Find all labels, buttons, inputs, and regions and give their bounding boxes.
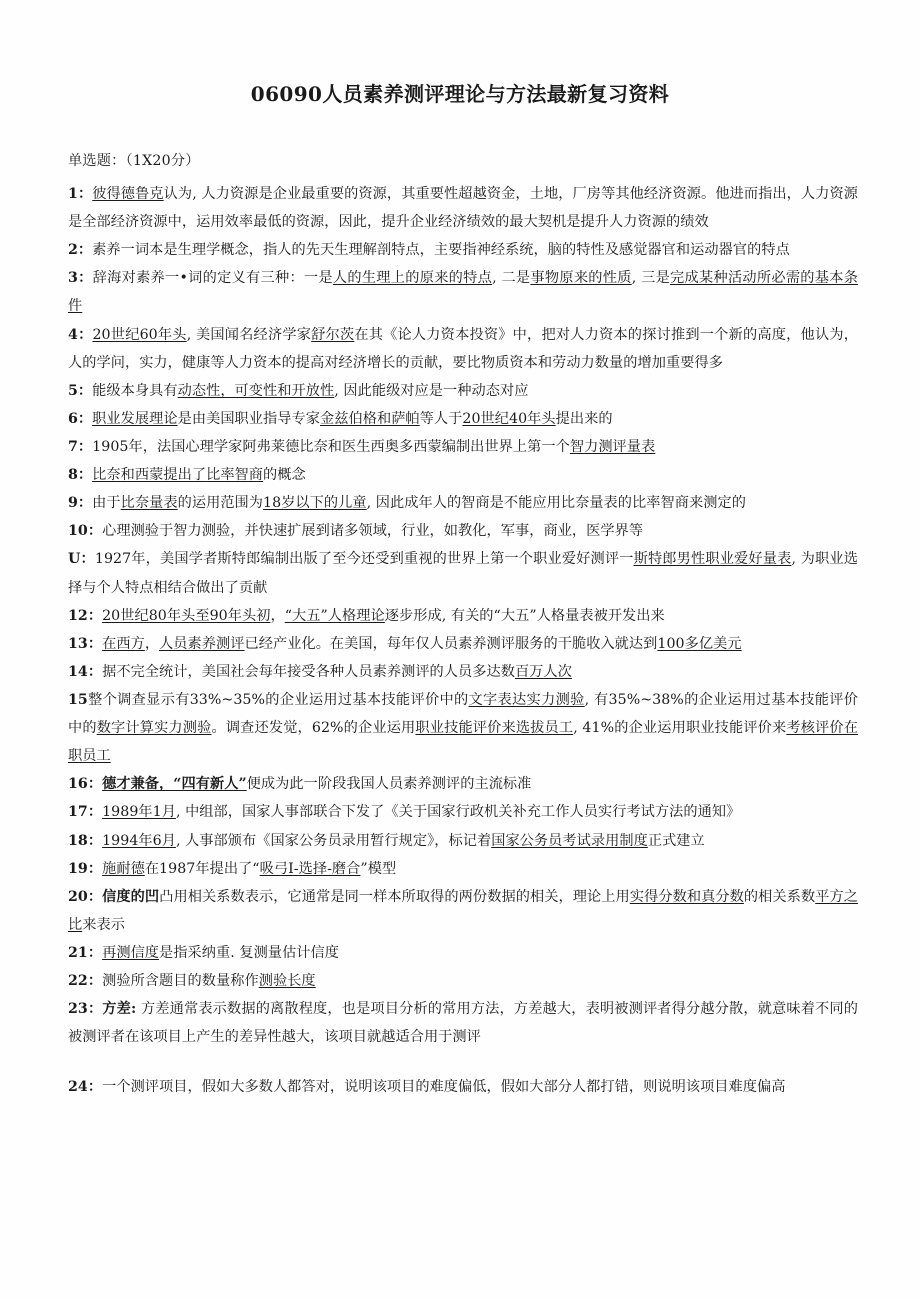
question-text-segment: 比率智商 <box>206 467 264 484</box>
question-text-segment: 在1987年提出了“ <box>144 860 260 877</box>
question-item <box>68 883 858 939</box>
question-number: U： <box>68 551 95 568</box>
question-text-segment: 能级本身具有 <box>92 382 178 399</box>
question-item <box>68 939 858 967</box>
question-number: 2： <box>68 242 93 259</box>
question-number: 16： <box>68 776 103 793</box>
question-text-segment: 1994年6月 <box>102 832 176 849</box>
question-item <box>68 602 858 630</box>
question-text-segment: 测验长度 <box>258 973 316 990</box>
section-heading: 单选题：（1X20分） <box>68 153 200 169</box>
question-number: 9： <box>68 495 93 512</box>
question-number: 23： <box>68 1001 103 1018</box>
question-number: 6： <box>68 410 93 427</box>
question-number: 14： <box>68 663 103 680</box>
question-text-segment: 一个测评项目，假如大多数人都答对，说明该项目的难度偏低，假如大部分人都打错，则说明该项目难度偏高 <box>102 1079 786 1096</box>
question-text-segment: 测验所含题目的数量称作 <box>102 973 259 990</box>
question-text-segment: 1927年，美国学者斯特郎编制出版了至今还受到重视的世界上第一个职业爱好测评一 <box>94 551 634 568</box>
question-text-segment: 考核评价在职员工 <box>68 720 858 765</box>
question-text-segment: 正式建立 <box>647 832 705 849</box>
question-text-segment: 的运用范围为 <box>177 495 264 512</box>
question-item <box>68 517 858 545</box>
question-text-segment: , 美国闻名经济学家 <box>186 326 312 343</box>
question-text-segment: 职业发展理论 <box>92 410 178 427</box>
question-item <box>68 180 858 236</box>
question-text-segment: 是指采纳重. 复测量估计信度 <box>159 944 340 961</box>
question-text-segment: 动态性，可变性和开放性 <box>177 382 335 399</box>
question-item <box>68 236 858 264</box>
question-text-segment: 便成为此一阶段我国人员素养测评的主流标准 <box>246 776 532 793</box>
question-text-segment: 彼得德鲁克 <box>92 186 164 202</box>
question-number: 12： <box>68 607 103 624</box>
question-number: 10： <box>68 523 103 540</box>
question-text-segment: 再测信度 <box>102 944 160 961</box>
question-item <box>68 405 858 433</box>
question-text-segment: 在其《论人力资本投资》中，把对人力资本的探讨推到一个新的高度，他认为，人的学问，实力，健康等人力资本的提高对经济增长的贡献，要比物质资本和劳动力数量的增加重要得多 <box>68 326 858 371</box>
question-text-segment: 平方之比 <box>68 888 858 933</box>
question-text-segment: 已经产业化。在美国，每年仅人员素养测评服务的干脆收入就达到 <box>244 635 658 652</box>
question-item <box>68 630 858 658</box>
question-text-segment: 。调查还发觉，62%的企业运用 <box>211 720 416 737</box>
question-item <box>68 686 858 770</box>
question-number: 21： <box>68 944 103 961</box>
question-text-segment: 20世纪40年头 <box>462 410 556 427</box>
question-text-segment: 提出来的 <box>555 410 613 427</box>
question-text-segment: 整个调查显示有33%~35%的企业运用过基本技能评价中的 <box>87 691 469 708</box>
question-number: 24： <box>68 1079 103 1096</box>
question-number: 5： <box>68 382 93 399</box>
question-text-segment: 信度的凹 <box>102 888 160 905</box>
question-text-segment: 施耐德 <box>102 860 145 877</box>
question-number: 7： <box>68 438 93 455</box>
question-text-segment: 比奈量表 <box>120 495 178 512</box>
question-text-segment: 的概念 <box>263 467 306 484</box>
document-body <box>0 150 920 1102</box>
question-text-segment: 金兹伯格和萨帕 <box>320 410 420 427</box>
question-text-segment: , 二是 <box>492 270 531 287</box>
question-number: 3： <box>68 270 93 287</box>
question-list <box>68 180 858 1102</box>
question-number: 8： <box>68 467 93 484</box>
question-text-segment: 是由美国职业指导专家 <box>177 410 320 427</box>
question-text-segment: 方差通常表示数据的离散程度，也是项目分析的常用方法，方差越大，表明被测评者得分越分散，就意味着不同的被测评者在该项目上产生的差异性越大，该项目就越适合用于测评 <box>68 1001 858 1046</box>
question-item <box>68 855 858 883</box>
question-text-segment: 凸用相关系数表示，它通常是同一样本所取得的两份数据的相关，理论上用 <box>159 888 630 905</box>
question-item <box>68 545 858 601</box>
question-text-segment: 数字计算实力测验 <box>96 720 212 737</box>
question-number: 17： <box>68 804 103 821</box>
question-text-segment: ， <box>270 607 285 624</box>
question-text-segment: , 因此能级对应是一种动态对应 <box>334 382 529 399</box>
question-text-segment: 据不完全统计，美国社会每年接受各种人员素养测评的人员多达数 <box>102 663 515 680</box>
question-text-segment: , 中组部，国家人事部联合下发了《关于国家行政机关补充工作人员实行考试方法的通知》 <box>175 804 741 821</box>
question-text-segment: 人员素养测评 <box>159 635 245 652</box>
question-number: 20： <box>68 888 103 905</box>
question-text-segment: 事物原来的性质 <box>530 270 632 287</box>
question-text-segment: 德才兼备，“四有新人” <box>102 776 247 793</box>
question-number: 22： <box>68 973 103 990</box>
question-number: 1： <box>68 186 93 202</box>
question-text-segment: , 41%的企业运用职业技能评价来 <box>573 720 787 737</box>
question-text-segment: 比奈和西蒙提出了 <box>92 467 207 484</box>
question-text-segment: 斯特郎男性职业爱好量表 <box>633 551 792 568</box>
question-item <box>68 264 858 320</box>
question-item <box>68 321 858 377</box>
question-number: 19： <box>68 860 103 877</box>
question-text-segment: , 人事部颁布《国家公务员录用暂行规定》，标记着 <box>175 832 492 849</box>
question-text-segment: 认为, 人力资源是企业最重要的资源，其重要性超越资金，土地，厂房等其他经济资源。他进而指出，人力资源是全部经济资源中，运用效率最低的资源，因此，提升企业经济绩效的最大契机是提升人力资源的绩效 <box>68 186 858 231</box>
question-item <box>68 658 858 686</box>
question-text-segment: 方差: <box>102 1001 137 1018</box>
question-text-segment: 文字表达实力测验 <box>468 691 585 708</box>
question-text-segment: 素养一词本是生理学概念，指人的先天生理解剖特点，主要指神经系统，脑的特性及感觉器官和运动器官的特点 <box>92 242 790 259</box>
question-text-segment: 人的生理上的原来的特点 <box>332 270 493 287</box>
question-text-segment: 由于 <box>92 495 121 512</box>
question-text-segment: 心理测验于智力测验，并快速扩展到诸多领域，行业，如教化，军事，商业，医学界等 <box>102 523 644 540</box>
question-text-segment: 20世纪60年头 <box>92 326 187 343</box>
question-number: 15 <box>68 691 88 708</box>
question-item <box>68 770 858 798</box>
question-item <box>68 827 858 855</box>
question-text-segment: 舒尔茨 <box>311 326 355 343</box>
question-item <box>68 995 858 1051</box>
question-item <box>68 461 858 489</box>
question-text-segment: 20世纪80年头至90年头初 <box>102 607 271 624</box>
question-text-segment: 1905年，法国心理学家阿弗莱德比奈和医生西奥多西蒙编制出世界上第一个 <box>92 438 570 455</box>
question-text-segment: , 三是 <box>631 270 671 287</box>
question-text-segment: 百万人次 <box>514 663 572 680</box>
question-text-segment: 18岁以下的儿童 <box>263 495 367 512</box>
question-text-segment: 来表示 <box>82 916 125 933</box>
question-item <box>68 967 858 995</box>
question-number: 4： <box>68 326 93 343</box>
question-number: 13： <box>68 635 103 652</box>
question-text-segment: 完成某种活动所必需的基本条件 <box>68 270 858 315</box>
question-text-segment: 辞海对素养一•词的定义有三种：一是 <box>92 270 333 287</box>
question-item <box>68 433 858 461</box>
question-text-segment: 国家公务员考试录用制度 <box>491 832 648 849</box>
question-item <box>68 1073 858 1101</box>
question-item <box>68 489 858 517</box>
question-text-segment: 100多亿美元 <box>657 635 742 652</box>
question-text-segment: ”模型 <box>360 860 397 877</box>
question-text-segment: “大五”人格理论 <box>284 607 385 624</box>
question-text-segment: 实得分数和真分数 <box>629 888 744 905</box>
question-text-segment: 智力测评量表 <box>569 438 656 455</box>
page-title: 06090人员素养测评理论与方法最新复习资料 <box>250 82 670 106</box>
question-number: 18： <box>68 832 103 849</box>
question-item <box>68 377 858 405</box>
question-text-segment: , 因此成年人的智商是不能应用比奈量表的比率智商来测定的 <box>366 495 746 512</box>
question-text-segment: 职业技能评价来选拔员工 <box>415 720 574 737</box>
question-item <box>68 798 858 826</box>
question-text-segment: 逐步形成, 有关的“大五”人格量表被开发出来 <box>384 607 665 624</box>
question-text-segment: 吸弓I-选择-磨合 <box>259 860 361 877</box>
question-text-segment: 在西方 <box>102 635 145 652</box>
question-text-segment: , 为职业选择与个人特点相结合做出了贡献 <box>68 551 858 596</box>
question-text-segment: 的相关系数 <box>743 888 816 905</box>
question-text-segment: 1989年1月 <box>102 804 176 821</box>
question-text-segment: ， <box>144 635 160 652</box>
question-text-segment: 等人于 <box>419 410 463 427</box>
question-text-segment: , 有35%~38%的企业运用过基本技能评价中的 <box>68 691 859 737</box>
